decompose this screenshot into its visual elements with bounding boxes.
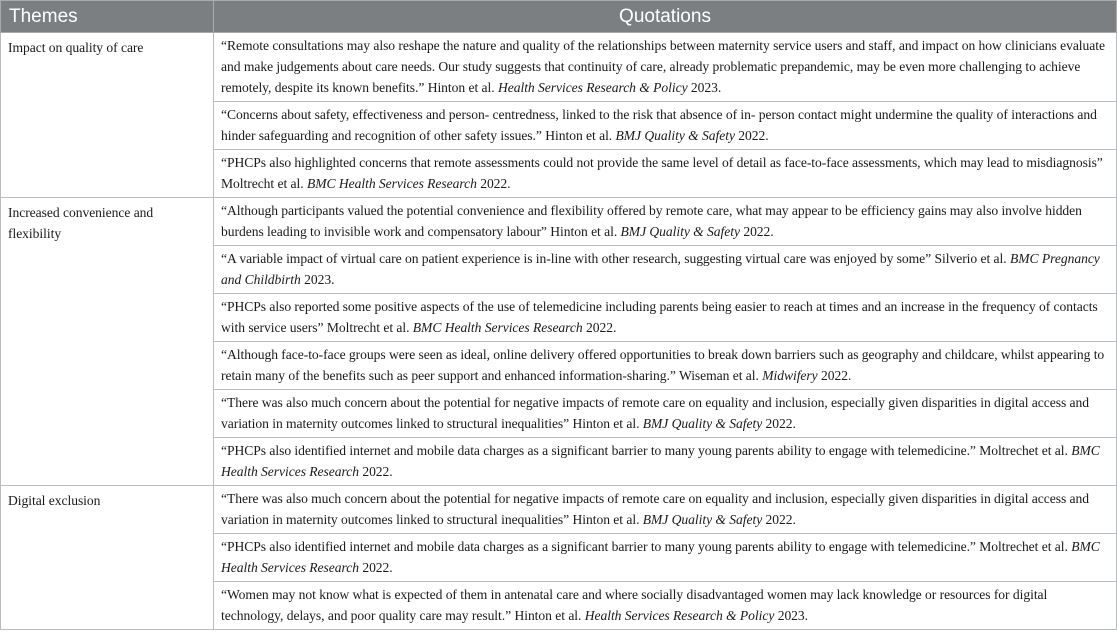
quote-year: 2022. <box>762 416 796 431</box>
header-themes: Themes <box>1 1 214 33</box>
quote-year: 2022. <box>817 368 852 383</box>
quote-year: 2023. <box>300 272 335 287</box>
quote-cell <box>214 342 1117 390</box>
quote-cell <box>214 198 1117 246</box>
quote-journal: BMJ Quality & Safety <box>615 128 735 143</box>
quote-year: 2023. <box>774 608 809 623</box>
quote-cell <box>214 150 1117 198</box>
quote-text: “PHCPs also identified internet and mobile data charges as a significant barrier to many young parents ability to engage with telemedicine.” Moltrechet et al. <box>221 539 1072 554</box>
quote-year: 2022. <box>762 512 796 527</box>
quote-year: 2022. <box>582 320 617 335</box>
table-row <box>1 33 1117 102</box>
quote-journal: Health Services Research & Policy <box>584 608 775 623</box>
quote-year: 2022. <box>739 224 774 239</box>
quote-text: “PHCPs also highlighted concerns that remote assessments could not provide the same level of detail as face-to-face assessments, which may lead to misdiagnosis” Moltrecht et al. <box>221 155 1103 191</box>
quote-journal: BMC Health Services Research <box>412 320 583 335</box>
quote-journal: Midwifery <box>762 368 818 383</box>
quote-year: 2022. <box>476 176 511 191</box>
quote-cell <box>214 33 1117 102</box>
quote-cell <box>214 102 1117 150</box>
header-row <box>1 1 1117 33</box>
quote-journal: BMJ Quality & Safety <box>620 224 740 239</box>
header-quotations: Quotations <box>214 1 1117 33</box>
quote-cell <box>214 534 1117 582</box>
quote-text: “There was also much concern about the potential for negative impacts of remote care on equality and inclusion, especially given disparities in digital access and variation in maternity outcomes linked to structural inequalities” Hinton et al. <box>221 395 1090 431</box>
quote-text: “PHCPs also identified internet and mobile data charges as a significant barrier to many young parents ability to engage with telemedicine.” Moltrechet et al. <box>221 443 1072 458</box>
table-body <box>1 33 1117 630</box>
quote-text: “Although face-to-face groups were seen as ideal, online delivery offered opportunities to break down barriers such as geography and childcare, whilst appearing to retain many of the benefits such as peer support and enhanced information-sharing.” Wiseman et al. <box>221 347 1105 383</box>
theme-cell: Impact on quality of care <box>1 33 214 198</box>
quote-year: 2023. <box>687 80 722 95</box>
quote-journal: BMC Pregnancy and Childbirth <box>221 251 1100 287</box>
quote-text: “Remote consultations may also reshape the nature and quality of the relationships between maternity service users and staff, and impact on how clinicians evaluate and make judgements about care needs. Our study suggests that continuity of care, already problematic prepandemic, may be even more challenging to achieve remotely, despite its known benefits.” Hinton et al. <box>221 38 1105 95</box>
quote-year: 2022. <box>734 128 769 143</box>
quote-text: “Women may not know what is expected of them in antenatal care and where socially disadvantaged women may lack knowledge or resources for digital technology, delays, and poor quality care may result.” Hinton et al. <box>221 587 1048 623</box>
quote-year: 2022. <box>358 560 393 575</box>
quote-journal: Health Services Research & Policy <box>497 80 688 95</box>
quote-journal: BMC Health Services Research <box>221 539 1100 575</box>
quote-journal: BMC Health Services Research <box>306 176 477 191</box>
quote-cell <box>214 390 1117 438</box>
table-row <box>1 486 1117 534</box>
quote-journal: BMC Health Services Research <box>221 443 1100 479</box>
quote-cell <box>214 486 1117 534</box>
quote-text: “A variable impact of virtual care on patient experience is in-line with other research, suggesting virtual care was enjoyed by some” Silverio et al. <box>221 251 1010 266</box>
quote-cell <box>214 438 1117 486</box>
quote-journal: BMJ Quality & Safety <box>642 416 763 431</box>
table-row <box>1 198 1117 246</box>
theme-cell: Increased convenience and flexibility <box>1 198 214 486</box>
theme-cell: Digital exclusion <box>1 486 214 630</box>
quote-text: “There was also much concern about the potential for negative impacts of remote care on equality and inclusion, especially given disparities in digital access and variation in maternity outcomes linked to structural inequalities” Hinton et al. <box>221 491 1090 527</box>
quote-cell <box>214 246 1117 294</box>
quote-text: “Although participants valued the potential convenience and flexibility offered by remote care, what may appear to be efficiency gains may also involve hidden burdens leading to invisible work and compensatory labour” Hinton et al. <box>221 203 1082 239</box>
quote-journal: BMJ Quality & Safety <box>642 512 763 527</box>
quote-cell <box>214 294 1117 342</box>
quote-text: “Concerns about safety, effectiveness and person- centredness, linked to the risk that absence of in- person contact might undermine the quality of interactions and hinder safeguarding and recognition of other safety issues.” Hinton et al. <box>221 107 1097 143</box>
quote-cell <box>214 582 1117 630</box>
quote-year: 2022. <box>358 464 393 479</box>
quote-text: “PHCPs also reported some positive aspects of the use of telemedicine including parents being easier to reach at times and an increase in the frequency of contacts with service users” Moltrecht et al. <box>221 299 1098 335</box>
